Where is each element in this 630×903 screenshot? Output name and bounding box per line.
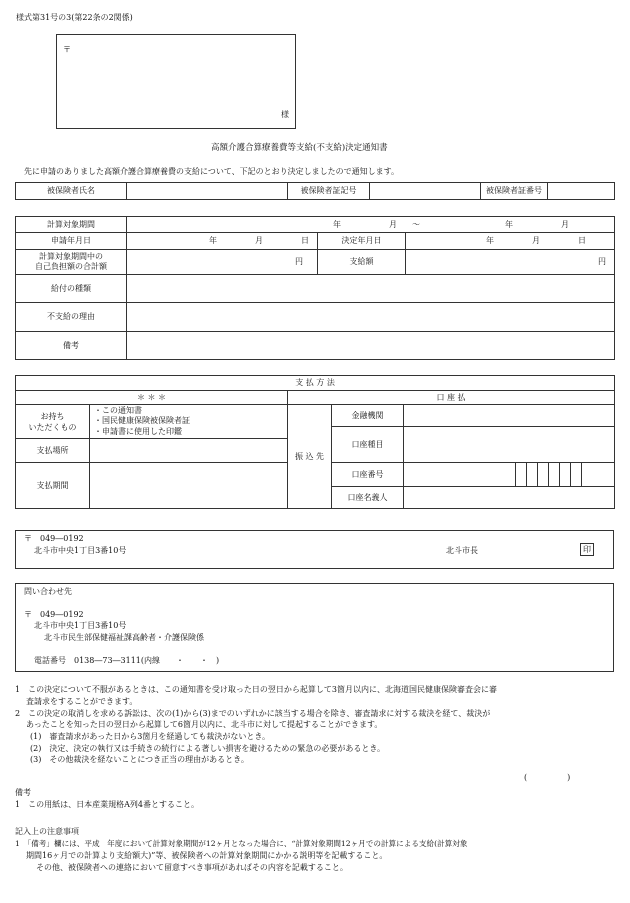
issuer-postal: 〒 049―0192: [24, 534, 84, 543]
official-seal-icon: 印: [580, 543, 594, 556]
amount-label: 支給額: [318, 250, 406, 275]
account-digit: [560, 463, 571, 487]
instruction-1a: 1 「備考」欄には、平成 年度において計算対象期間が12ヶ月となった場合に、“計算対象期間12ヶ月での計算による支給(計算対象: [15, 839, 468, 848]
reason-value: [127, 303, 615, 332]
account-digit: [571, 463, 582, 487]
instruction-1c: その他、被保険者への連絡において留意すべき事項があればその内容を記載すること。: [36, 863, 348, 872]
place-value: [90, 439, 288, 463]
period-pay-value: [90, 463, 288, 509]
note-1b: 査請求をすることができます。: [26, 697, 138, 706]
account-digit: [516, 463, 527, 487]
honorific: 様: [281, 110, 289, 119]
decision-date-label: 決定年月日: [318, 233, 406, 250]
inquiry-box: [15, 583, 614, 672]
reason-label: 不支給の理由: [16, 303, 127, 332]
note-2-3: (3) その他裁決を経ないことにつき正当の理由があるとき。: [30, 755, 249, 764]
account-header: 口 座 払: [288, 391, 615, 405]
account-type-value: [404, 427, 615, 463]
remarks-title: 備考: [15, 788, 31, 797]
transfer-label: 振 込 先: [288, 405, 332, 509]
insured-symbol-value: [370, 183, 481, 200]
note-2-2: (2) 決定、決定の執行又は手続きの続行による著しい損害を避けるための緊急の必要があるとき。: [30, 744, 386, 753]
address-box: [56, 34, 296, 129]
account-number-label: 口座番号: [332, 463, 404, 487]
account-holder-value: [404, 487, 615, 509]
mayor-name: 北斗市長: [446, 546, 478, 555]
place-label: 支払場所: [16, 439, 90, 463]
note-1a: 1 この決定について不服があるときは、この通知書を受け取った日の翌日から起算して3箇月以内に、北海道国民健康保険審査会に審: [15, 685, 498, 694]
decision-remarks-label: 備考: [16, 332, 127, 360]
decision-date-value: 年 月 日: [406, 233, 615, 250]
issuer-box: [15, 530, 614, 569]
decision-table: [15, 216, 615, 360]
benefit-type-value: [127, 275, 615, 303]
intro-text: 先に申請のありました高額介護合算療養費の支給について、下記のとおり決定しましたので通知します。: [24, 167, 400, 176]
payment-title: 支 払 方 法: [16, 376, 615, 391]
note-2-1: (1) 審査請求があった日から3箇月を経過しても裁決がないとき。: [30, 732, 271, 741]
bank-value: [404, 405, 615, 427]
inquiry-address: 北斗市中央1丁目3番10号: [34, 621, 127, 630]
inquiry-postal: 〒 049―0192: [24, 610, 84, 619]
note-2b: あったことを知った日の翌日から起算して6箇月以内に、北斗市に対して提起することができます。: [26, 720, 383, 729]
insured-table: [15, 182, 615, 200]
issuer-address: 北斗市中央1丁目3番10号: [34, 546, 127, 555]
inquiry-department: 北斗市民生部保健福祉課高齢者・介護保険係: [44, 633, 204, 642]
period-label: 計算対象期間: [16, 217, 127, 233]
inquiry-title: 問い合わせ先: [24, 587, 72, 596]
note-2a: 2 この決定の取消しを求める訴訟は、次の(1)から(3)までのいずれかに該当する場合を除き、審査請求に対する裁決を経て、裁決が: [15, 709, 491, 718]
bring-label: お持ち いただくもの: [16, 405, 90, 439]
period-value: 年 月 ～ 年 月: [127, 217, 615, 233]
total-label: 計算対象期間中の 自己負担額の合計額: [16, 250, 127, 275]
amount-value: 円: [406, 250, 615, 275]
apply-date-value: 年 月 日: [127, 233, 318, 250]
account-holder-label: 口座名義人: [332, 487, 404, 509]
document-title: 高額介護合算療養費等支給(不支給)決定通知書: [211, 143, 388, 153]
instructions-title: 記入上の注意事項: [15, 827, 79, 836]
bank-label: 金融機関: [332, 405, 404, 427]
insured-number-label: 被保険者証番号: [481, 183, 548, 200]
account-digit: [582, 463, 615, 487]
form-number: 様式第31号の3(第22条の2関係): [16, 13, 133, 22]
insured-symbol-label: 被保険者証記号: [288, 183, 370, 200]
instruction-1b: 期間16ヶ月での計算より支給額大)”等、被保険者への計算対象期間にかかる説明等を記載すること。: [26, 851, 388, 860]
period-pay-label: 支払期間: [16, 463, 90, 509]
note-paren: ( ): [524, 773, 571, 782]
insured-name-label: 被保険者氏名: [16, 183, 127, 200]
account-digit: [527, 463, 538, 487]
decision-remarks-value: [127, 332, 615, 360]
insured-number-value: [548, 183, 615, 200]
account-digit: [538, 463, 549, 487]
payment-stars: ＊ ＊ ＊: [16, 391, 288, 405]
insured-name-value: [127, 183, 288, 200]
total-value: 円: [127, 250, 318, 275]
account-number-blank: [404, 463, 516, 487]
account-digit: [549, 463, 560, 487]
benefit-type-label: 給付の種類: [16, 275, 127, 303]
inquiry-phone: 電話番号 0138―73―3111(内線 ・ ・ ): [34, 656, 220, 665]
account-type-label: 口座種目: [332, 427, 404, 463]
apply-date-label: 申請年月日: [16, 233, 127, 250]
bring-items: ・この通知書 ・国民健康保険被保険者証 ・申請書に使用した印鑑: [90, 405, 288, 439]
postal-mark: 〒: [63, 45, 71, 54]
payment-table: [15, 375, 615, 509]
remarks-1: 1 この用紙は、日本産業規格A列4番とすること。: [15, 800, 199, 809]
